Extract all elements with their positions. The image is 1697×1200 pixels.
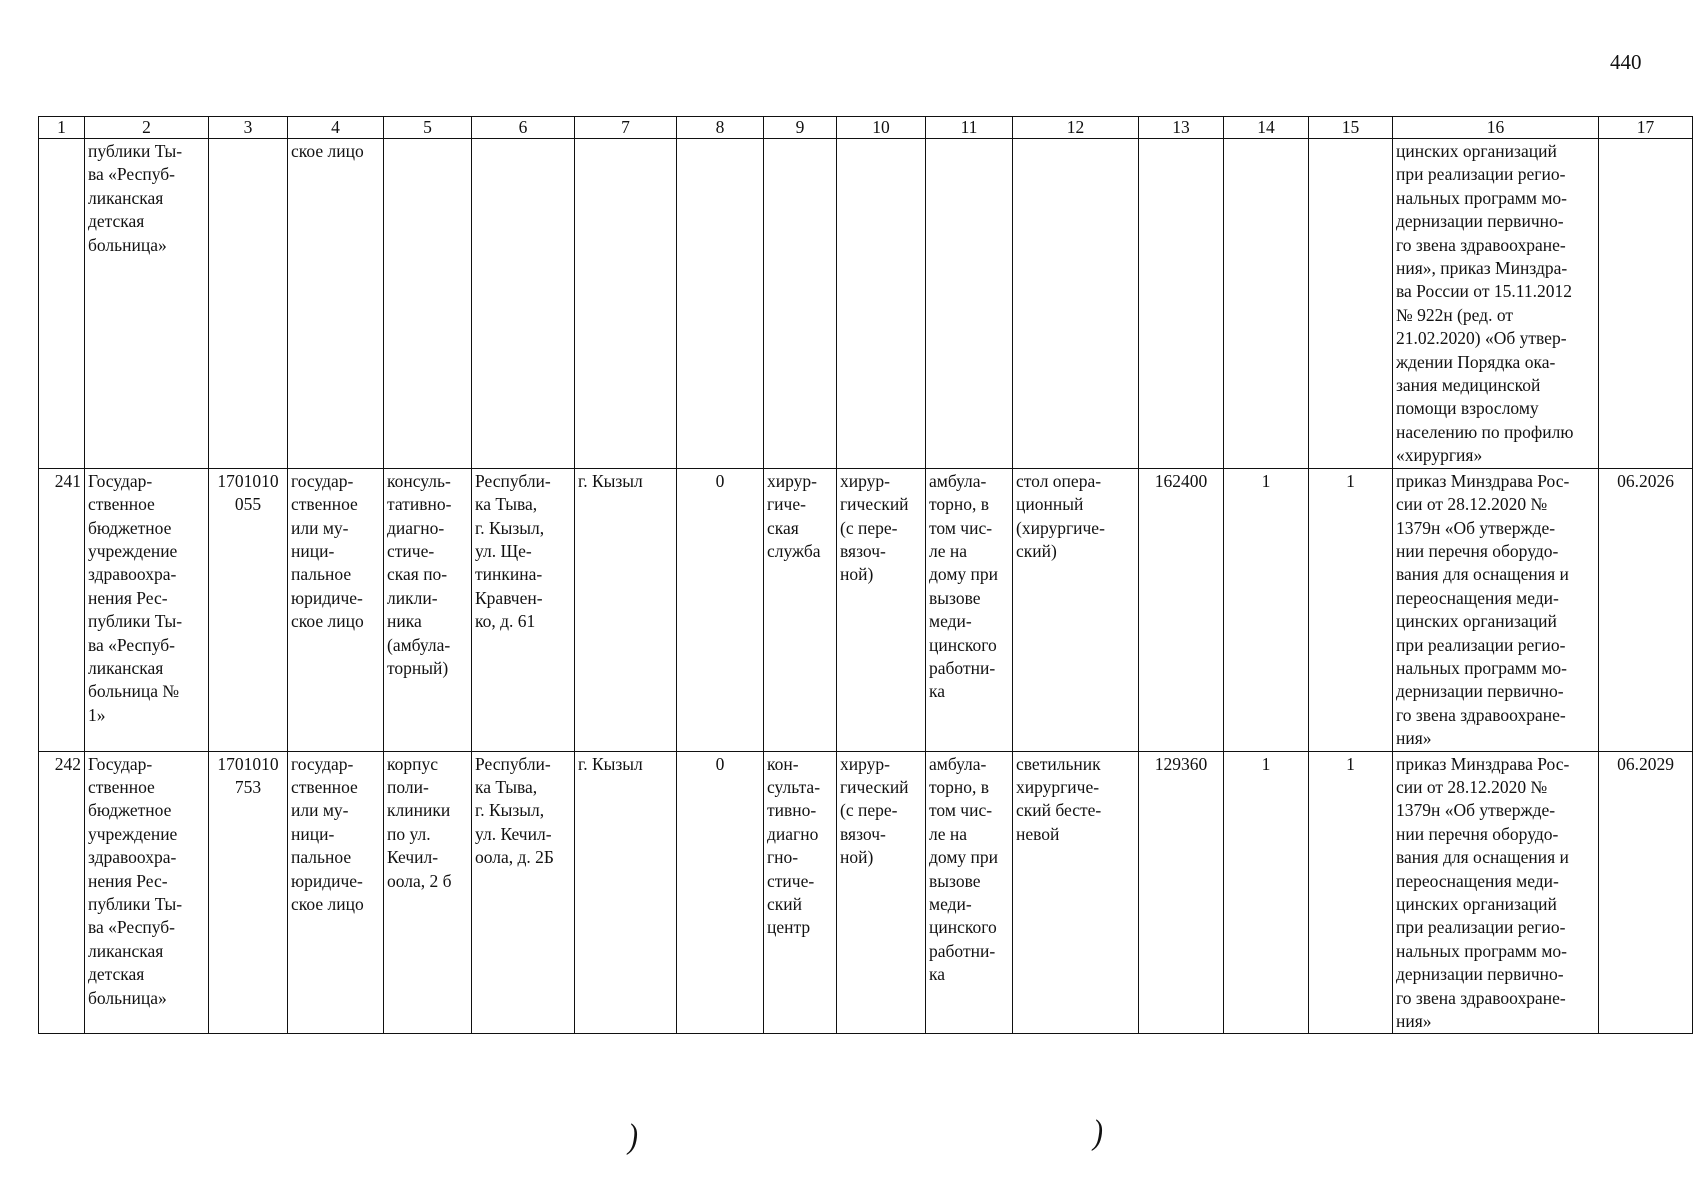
column-header: 1 <box>39 117 85 139</box>
column-header: 7 <box>575 117 677 139</box>
column-header: 17 <box>1599 117 1693 139</box>
column-header: 12 <box>1013 117 1139 139</box>
column-header: 5 <box>384 117 472 139</box>
page-number: 440 <box>1610 50 1642 74</box>
legal-form-cell: государ- ственное или му- ници- пальное юридиче- ское лицо <box>288 468 384 751</box>
deadline-cell <box>1599 139 1693 469</box>
organization-name-cell: Государ- ственное бюджетное учреждение здравоохра- нения Рес- публики Ты- ва «Респуб- ликанская больница № 1» <box>85 468 209 751</box>
equipment-cell <box>1013 139 1139 469</box>
column-header: 13 <box>1139 117 1224 139</box>
required-quantity-cell: 1 <box>1224 468 1309 751</box>
address-cell <box>472 139 575 469</box>
column-header: 10 <box>837 117 926 139</box>
legal-basis-cell: приказ Минздрава Рос- сии от 28.12.2020 № 1379н «Об утвержде- нии перечня оборудо- вания для оснащения и переоснащения меди- цинских организаций при реализации регио- нальных программ мо- дернизации первично- го звена здравоохране- ния» <box>1393 468 1599 751</box>
column-number-header-row <box>39 117 1693 139</box>
legal-form-cell: ское лицо <box>288 139 384 469</box>
equipment-code-cell: 162400 <box>1139 468 1224 751</box>
care-conditions-cell: амбула- торно, в том чис- ле на дому при вызове меди- цинского работни- ка <box>926 468 1013 751</box>
column-header: 8 <box>677 117 764 139</box>
planned-quantity-cell: 1 <box>1309 468 1393 751</box>
equipment-cell: стол опера- ционный (хирургиче- ский) <box>1013 468 1139 751</box>
column-header: 4 <box>288 117 384 139</box>
deadline-cell: 06.2029 <box>1599 751 1693 1034</box>
column-header: 15 <box>1309 117 1393 139</box>
column-8-cell: 0 <box>677 751 764 1034</box>
equipment-cell: светильник хирургиче- ский бесте- невой <box>1013 751 1139 1034</box>
locality-cell: г. Кызыл <box>575 751 677 1034</box>
required-quantity-cell <box>1224 139 1309 469</box>
row-number-cell: 242 <box>39 751 85 1034</box>
subdivision-cell: корпус поли- клиники по ул. Кечил- оола, 2 б <box>384 751 472 1034</box>
column-8-cell: 0 <box>677 468 764 751</box>
subdivision-cell <box>384 139 472 469</box>
required-quantity-cell: 1 <box>1224 751 1309 1034</box>
column-8-cell <box>677 139 764 469</box>
address-cell: Республи- ка Тыва, г. Кызыл, ул. Ще- тинкина- Кравчен- ко, д. 61 <box>472 468 575 751</box>
legal-basis-cell: приказ Минздрава Рос- сии от 28.12.2020 № 1379н «Об утвержде- нии перечня оборудо- вания для оснащения и переоснащения меди- цинских организаций при реализации регио- нальных программ мо- дернизации первично- го звена здравоохране- ния» <box>1393 751 1599 1034</box>
unit-cell <box>837 139 926 469</box>
column-header: 3 <box>209 117 288 139</box>
organization-name-cell: публики Ты- ва «Респуб- ликанская детская больница» <box>85 139 209 469</box>
unit-cell: хирур- гический (с пере- вязоч- ной) <box>837 751 926 1034</box>
column-header: 11 <box>926 117 1013 139</box>
address-cell: Республи- ка Тыва, г. Кызыл, ул. Кечил- оола, д. 2Б <box>472 751 575 1034</box>
locality-cell <box>575 139 677 469</box>
equipment-code-cell: 129360 <box>1139 751 1224 1034</box>
row-number-cell <box>39 139 85 469</box>
care-conditions-cell <box>926 139 1013 469</box>
organization-name-cell: Государ- ственное бюджетное учреждение здравоохра- нения Рес- публики Ты- ва «Респуб- ликанская детская больница» <box>85 751 209 1034</box>
column-header: 9 <box>764 117 837 139</box>
subdivision-cell: консуль- тативно- диагно- стиче- ская по- ликли- ника (амбула- торный) <box>384 468 472 751</box>
locality-cell: г. Кызыл <box>575 468 677 751</box>
service-cell: хирур- гиче- ская служба <box>764 468 837 751</box>
scan-mark: ) <box>1093 1113 1103 1152</box>
column-header: 6 <box>472 117 575 139</box>
column-header: 2 <box>85 117 209 139</box>
care-conditions-cell: амбула- торно, в том чис- ле на дому при вызове меди- цинского работни- ка <box>926 751 1013 1034</box>
legal-basis-cell: цинских организаций при реализации регио- нальных программ мо- дернизации первично- го звена здравоохране- ния», приказ Минздра- ва России от 15.11.2012 № 922н (ред. от 21.02.2020) «Об утвер- ждении Порядка ока- зания медицинской помощи взрослому населению по профилю «хирургия» <box>1393 139 1599 469</box>
column-header: 16 <box>1393 117 1599 139</box>
unit-cell: хирур- гический (с пере- вязоч- ной) <box>837 468 926 751</box>
table-row-242 <box>39 751 1693 1034</box>
table-row-continuation <box>39 139 1693 469</box>
scan-mark: ) <box>628 1117 638 1156</box>
code-cell <box>209 139 288 469</box>
register-table <box>38 116 1693 1034</box>
code-cell: 1701010 753 <box>209 751 288 1034</box>
service-cell <box>764 139 837 469</box>
table-row-241 <box>39 468 1693 751</box>
planned-quantity-cell: 1 <box>1309 751 1393 1034</box>
column-header: 14 <box>1224 117 1309 139</box>
legal-form-cell: государ- ственное или му- ници- пальное юридиче- ское лицо <box>288 751 384 1034</box>
row-number-cell: 241 <box>39 468 85 751</box>
code-cell: 1701010 055 <box>209 468 288 751</box>
equipment-code-cell <box>1139 139 1224 469</box>
deadline-cell: 06.2026 <box>1599 468 1693 751</box>
service-cell: кон- сульта- тивно- диагно гно- стиче- ский центр <box>764 751 837 1034</box>
planned-quantity-cell <box>1309 139 1393 469</box>
